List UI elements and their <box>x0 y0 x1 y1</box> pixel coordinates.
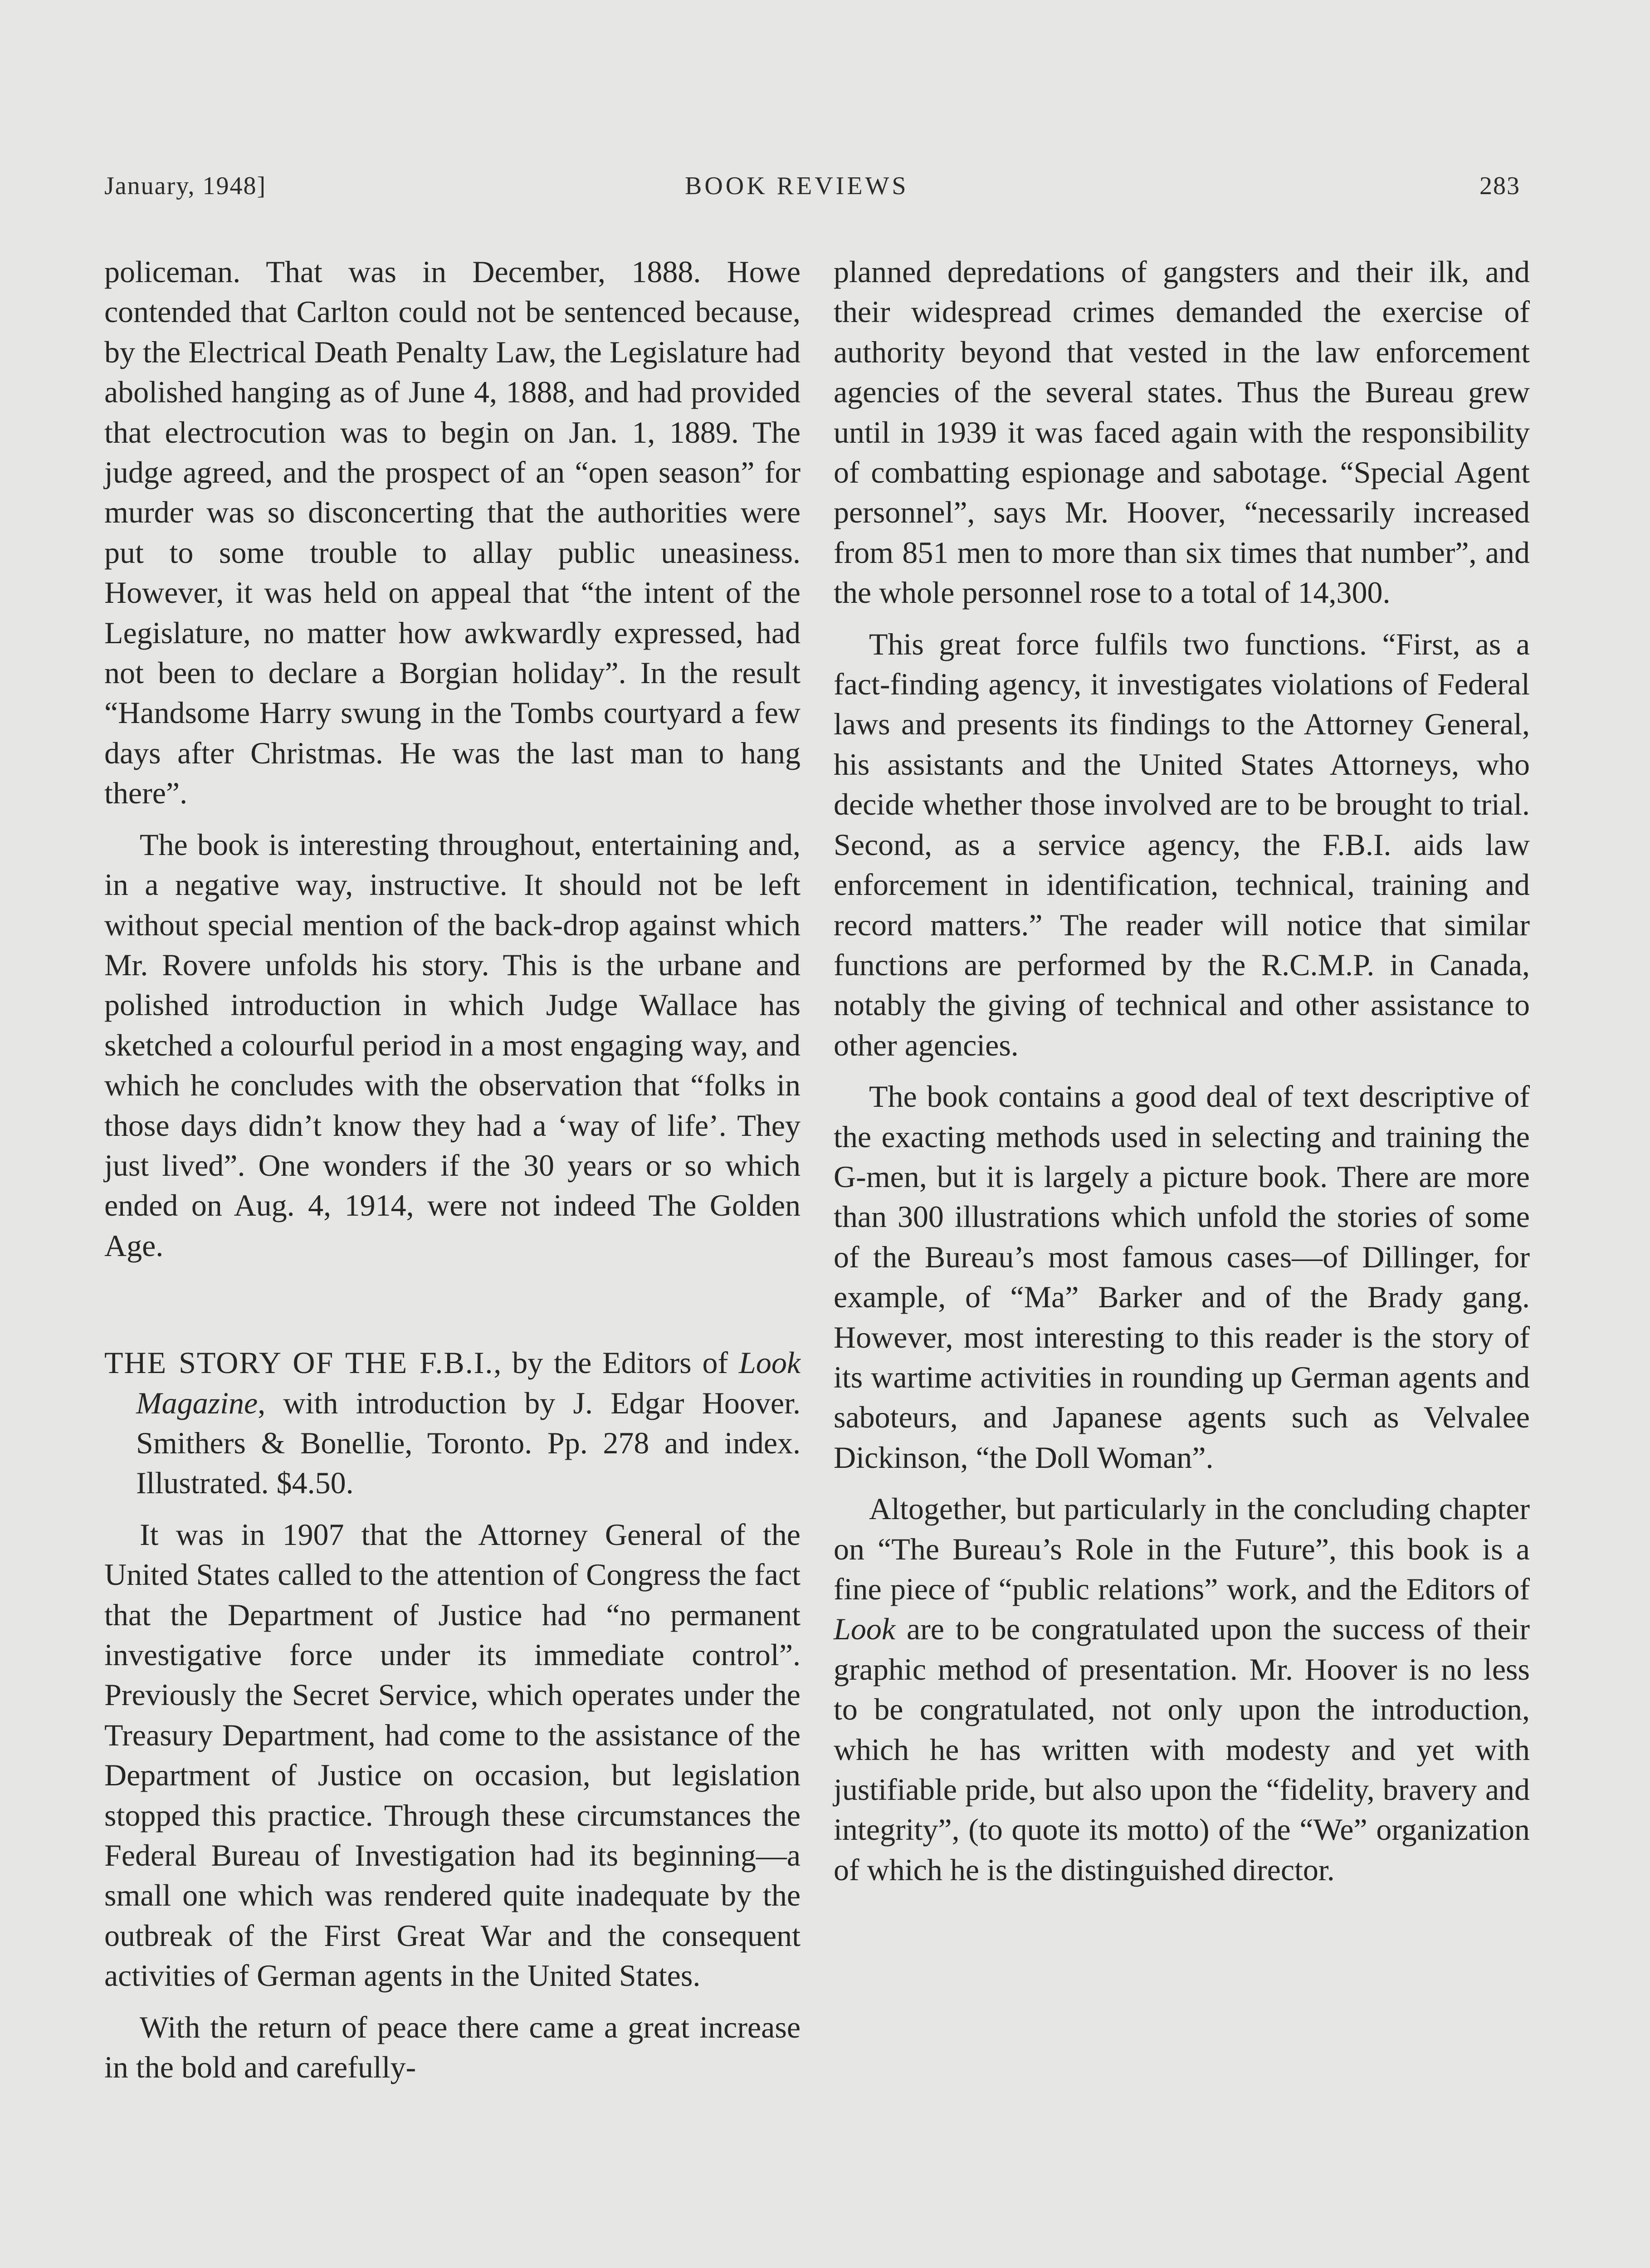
paragraph: The book contains a good deal of text descriptive of the exacting methods used in selecting and training the G-men, but it is largely a picture book. There are more than 300 illustrations which unfold the stories of some of the Bureau’s most famous cases—of Dillinger, for example, of “Ma” Barker and of the Brady gang. However, most interesting to this reader is the story of its wartime activities in rounding up German agents and saboteurs, and Japanese agents such as Velvalee Dickinson, “the Doll Woman”. <box>834 1079 1530 1475</box>
paragraph-text: Altogether, but particularly in the concluding chapter on “The Bureau’s Role in the Future”, this book is a fine piece of “public relations” work, and the Editors of <box>834 1491 1530 1606</box>
paragraph-text: are to be congratulated upon the success of their graphic method of presentation. Mr. Hoover is no less to be congratulated, not only upon the introduction, which he has written with modesty and yet with justifiable pride, but also upon the “fidelity, bravery and integrity”, (to quote its motto) of the “We” organization of which he is the distinguished director. <box>834 1612 1530 1887</box>
review-heading <box>104 1343 801 1503</box>
paragraph <box>834 1489 1530 1890</box>
paragraph: planned depredations of gangsters and their ilk, and their widespread crimes demanded the exercise of authority beyond that vested in the law enforcement agencies of the several states. Thus the Bureau grew until in 1939 it was faced again with the responsibility of combatting espionage and sabotage. “Special Agent personnel”, says Mr. Hoover, “necessarily increased from 851 men to more than six times that number”, and the whole personnel rose to a total of 14,300. <box>834 254 1530 610</box>
review-byline: , by the Editors of <box>493 1345 739 1380</box>
review-magazine-name: Look Magazine <box>136 1345 801 1420</box>
left-column <box>104 252 801 2098</box>
review-book-title: THE STORY OF THE F.B.I. <box>104 1345 494 1380</box>
review-publication-details: , with introduction by J. Edgar Hoover. Smithers & Bonellie, Toronto. Pp. 278 and index. Illustrated. $4.50. <box>136 1385 801 1501</box>
paragraph: With the return of peace there came a great increase in the bold and carefully- <box>104 2009 801 2085</box>
running-head-section: BOOK REVIEWS <box>685 172 909 200</box>
magazine-name: Look <box>834 1612 895 1647</box>
paragraph: The book is interesting throughout, entertaining and, in a negative way, instructive. It should not be left without special mention of the back-drop against which Mr. Rovere unfolds his story. This is the urbane and polished introduction in which Judge Wallace has sketched a colourful period in a most engaging way, and which he concludes with the observation that “folks in those days didn’t know they had a ‘way of life’. They just lived”. One wonders if the 30 years or so which ended on Aug. 4, 1914, were not indeed The Golden Age. <box>104 827 801 1263</box>
running-head-date: January, 1948] <box>104 172 267 200</box>
paragraph: It was in 1907 that the Attorney General of the United States called to the attention of Congress the fact that the Department of Justice had “no permanent investigative force under its immediate control”. Previously the Secret Service, which operates under the Treasury Department, had come to the assistance of the Department of Justice on occasion, but legislation stopped this practice. Through these circumstances the Federal Bureau of Investigation had its beginning—a small one which was rendered quite inadequate by the outbreak of the First Great War and the consequent activities of German agents in the United States. <box>104 1517 801 1993</box>
right-column <box>834 252 1530 1901</box>
paragraph: This great force fulfils two functions. “First, as a fact-finding agency, it investigates violations of Federal laws and presents its findings to the Attorney General, his assistants and the United States Attorneys, who decide whether those involved are to be brought to trial. Second, as a service agency, the F.B.I. aids law enforcement in identification, technical, training and record matters.” The reader will notice that similar functions are performed by the R.C.M.P. in Canada, notably the giving of technical and other assistance to other agencies. <box>834 626 1530 1062</box>
paragraph: policeman. That was in December, 1888. Howe contended that Carlton could not be sentenced because, by the Electrical Death Penalty Law, the Legislature had abolished hanging as of June 4, 1888, and had provided that electrocution was to begin on Jan. 1, 1889. The judge agreed, and the prospect of an “open season” for murder was so disconcerting that the authorities were put to some trouble to allay public uneasiness. However, it was held on appeal that “the intent of the Legislature, no matter how awkwardly expressed, had not been to declare a Borgian holiday”. In the result “Handsome Harry swung in the Tombs courtyard a few days after Christmas. He was the last man to hang there”. <box>104 254 801 811</box>
page-number: 283 <box>1479 172 1520 200</box>
